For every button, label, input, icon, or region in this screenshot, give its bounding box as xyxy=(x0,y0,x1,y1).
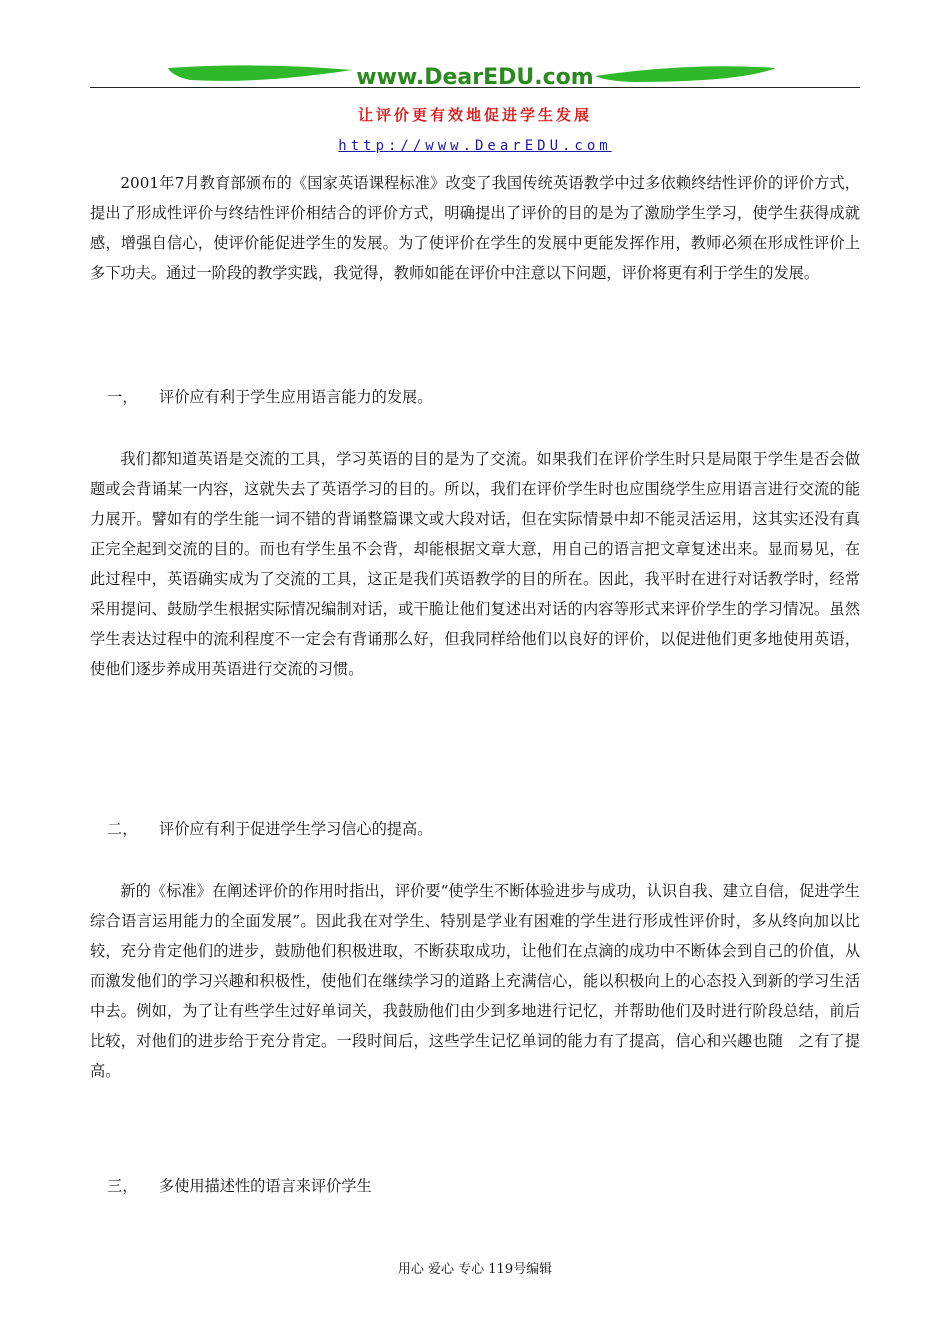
logo-swoosh-left-icon xyxy=(168,65,352,80)
section-body-1 xyxy=(90,444,860,684)
intro-paragraph: 2001年7月教育部颁布的《国家英语课程标准》改变了我国传统英语教学中过多依赖终结性评价的评价方式，提出了形成性评价与终结性评价相结合的评价方式，明确提出了评价的目的是为了激励学生学习，使学生获得成就感，增强自信心，使评价能促进学生的发展。为了使评价在学生的发展中更能发挥作用，教师必须在形成性评价上多下功夫。通过一阶段的教学实践，我觉得，教师如能在评价中注意以下问题，评价将更有利于学生的发展。 xyxy=(90,174,860,282)
intro-block xyxy=(90,168,860,288)
section-number: 二， xyxy=(107,820,138,838)
header-divider xyxy=(90,87,860,88)
section-body-2 xyxy=(90,876,860,1086)
section-number: 一， xyxy=(107,388,138,406)
section-title: 评价应有利于促进学生学习信心的提高。 xyxy=(159,820,433,838)
section-number: 三， xyxy=(107,1177,138,1195)
logo-swoosh-right-icon xyxy=(595,66,776,82)
section-heading-3 xyxy=(107,1175,372,1196)
logo-text: www.DearEDU.com xyxy=(356,65,594,90)
section-heading-2 xyxy=(107,818,432,839)
site-link[interactable]: http://www.DearEDU.com xyxy=(338,138,612,154)
section-title: 多使用描述性的语言来评价学生 xyxy=(159,1177,372,1195)
section-paragraph: 我们都知道英语是交流的工具，学习英语的目的是为了交流。如果我们在评价学生时只是局限于学生是否会做题或会背诵某一内容，这就失去了英语学习的目的。所以，我们在评价学生时也应围绕学生应用语言进行交流的能力展开。譬如有的学生能一词不错的背诵整篇课文或大段对话，但在实际情景中却不能灵活运用，这其实还没有真正完全起到交流的目的。而也有学生虽不会背，却能根据文章大意，用自己的语言把文章复述出来。显而易见，在此过程中，英语确实成为了交流的工具，这正是我们英语教学的目的所在。因此，我平时在进行对话教学时，经常采用提问、鼓励学生根据实际情况编制对话，或干脆让他们复述出对话的内容等形式来评价学生的学习情况。虽然学生表达过程中的流利程度不一定会有背诵那么好，但我同样给他们以良好的评价，以促进他们更多地使用英语，使他们逐步养成用英语进行交流的习惯。 xyxy=(90,450,860,678)
page-title: 让评价更有效地促进学生发展 xyxy=(357,106,592,124)
section-paragraph: 新的《标准》在阐述评价的作用时指出，评价要“使学生不断体验进步与成功，认识自我、建立自信，促进学生综合语言运用能力的全面发展”。因此我在对学生、特别是学业有困难的学生进行形成性评价时，多从终向加以比较，充分肯定他们的进步，鼓励他们积极进取，不断获取成功，让他们在点滴的成功中不断体会到自己的价值，从而激发他们的学习兴趣和积极性，使他们在继续学习的道路上充满信心，能以积极向上的心态投入到新的学习生活中去。例如，为了让有些学生过好单词关，我鼓励他们由少到多地进行记忆，并帮助他们及时进行阶段总结，前后比较，对他们的进步给于充分肯定。一段时间后，这些学生记忆单词的能力有了提高，信心和兴趣也随 之有了提高。 xyxy=(90,882,860,1080)
section-title: 评价应有利于学生应用语言能力的发展。 xyxy=(159,388,433,406)
page-footer: 用心 爱心 专心 119号编辑 xyxy=(397,1262,553,1277)
section-heading-1 xyxy=(107,386,432,407)
site-logo xyxy=(90,56,860,96)
